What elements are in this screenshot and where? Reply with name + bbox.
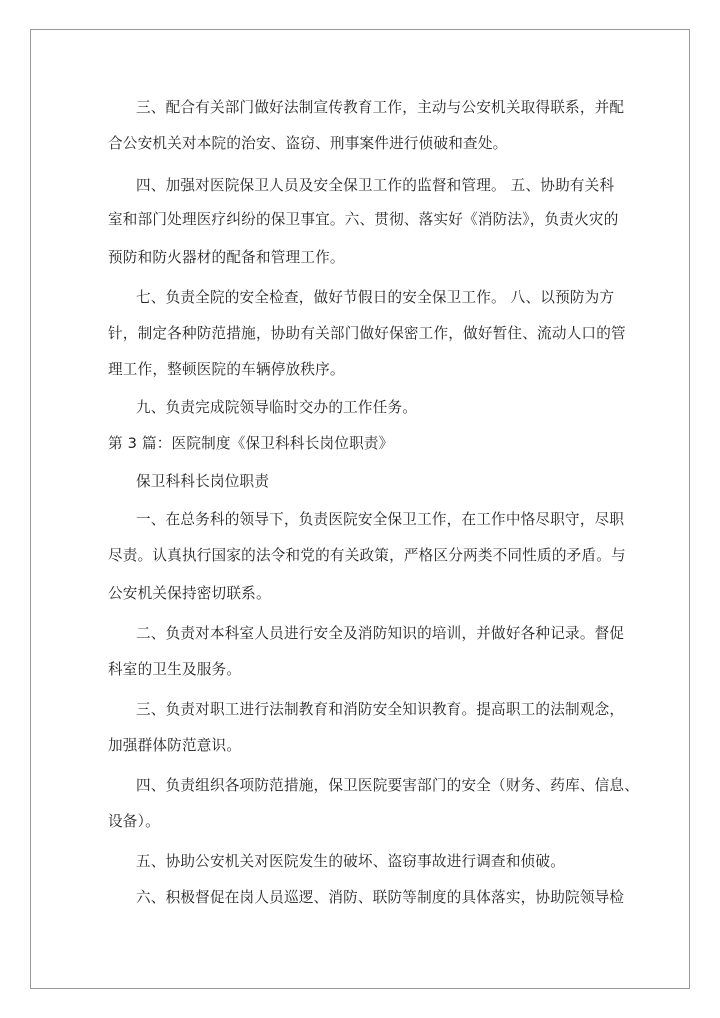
text-line: 七、负责全院的安全检查，做好节假日的安全保卫工作。 八、以预防为方: [136, 289, 615, 306]
text-line: 针，制定各种防范措施，协助有关部门做好保密工作，做好暂住、流动人口的管: [108, 325, 626, 342]
text-line: 室和部门处理医疗纠纷的保卫事宜。六、贯彻、落实好《消防法》，负责火灾的: [108, 211, 619, 228]
text-line: 六、积极督促在岗人员巡逻、消防、联防等制度的具体落实，协助院领导检: [136, 889, 625, 906]
text-line: 尽责。认真执行国家的法令和党的有关政策，严格区分两类不同性质的矛盾。与: [108, 547, 626, 564]
text-line: 四、负责组织各项防范措施，保卫医院要害部门的安全（财务、药库、信息、: [136, 777, 639, 794]
text-line: 九、负责完成院领导临时交办的工作任务。: [136, 399, 418, 416]
subsection-title: 保卫科科长岗位职责: [136, 473, 270, 490]
section-heading: 第 3 篇：医院制度《保卫科科长岗位职责》: [108, 435, 394, 452]
text-line: 加强群体防范意识。: [108, 737, 242, 754]
text-line: 三、配合有关部门做好法制宣传教育工作，主动与公安机关取得联系，并配: [136, 99, 625, 116]
text-line: 科室的卫生及服务。: [108, 661, 242, 678]
text-line: 设备）。: [108, 813, 160, 830]
text-line: 公安机关保持密切联系。: [108, 585, 271, 602]
text-line: 二、负责对本科室人员进行安全及消防知识的培训，并做好各种记录。督促: [136, 625, 625, 642]
text-line: 五、协助公安机关对医院发生的破坏、盗窃事故进行调查和侦破。: [136, 853, 566, 870]
text-line: 理工作，整顿医院的车辆停放秩序。: [108, 361, 345, 378]
page-frame: [30, 29, 690, 989]
text-line: 合公安机关对本院的治安、盗窃、刑事案件进行侦破和查处。: [108, 135, 508, 152]
text-line: 四、加强对医院保卫人员及安全保卫工作的监督和管理。 五、协助有关科: [136, 177, 615, 194]
text-line: 一、在总务科的领导下，负责医院安全保卫工作，在工作中恪尽职守，尽职: [136, 511, 625, 528]
text-line: 三、负责对职工进行法制教育和消防安全知识教育。提高职工的法制观念，: [136, 701, 625, 718]
text-line: 预防和防火器材的配备和管理工作。: [108, 249, 345, 266]
